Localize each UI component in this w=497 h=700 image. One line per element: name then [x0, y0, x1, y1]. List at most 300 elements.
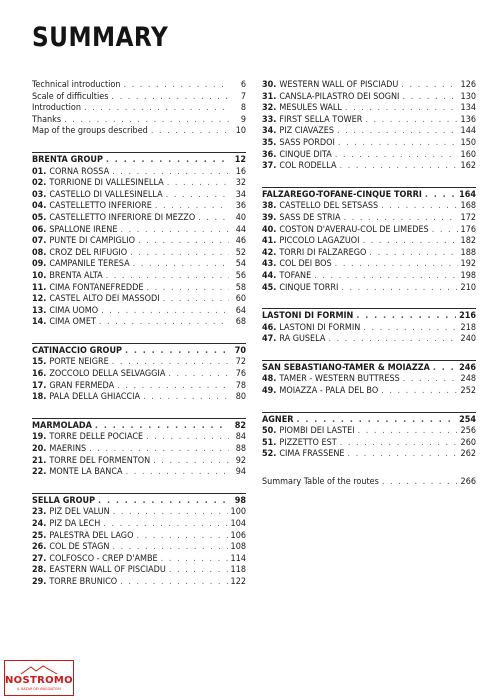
dot-leader — [136, 531, 227, 543]
toc-entry-title: PICCOLO LAGAZUOI — [279, 236, 360, 247]
toc-section — [262, 412, 476, 461]
toc-entry-title: WESTERN WALL OF PISCIADÙ — [279, 80, 399, 90]
toc-page-number: 254 — [459, 414, 476, 425]
dot-leader — [125, 346, 229, 358]
toc-entry[interactable] — [32, 392, 246, 404]
toc-page-number: 78 — [235, 380, 246, 391]
toc-page-number: 88 — [235, 444, 246, 455]
toc-entry[interactable] — [32, 369, 246, 381]
dot-leader — [84, 103, 229, 115]
toc-entry-title: FIRST SELLA TOWER — [279, 114, 363, 125]
toc-entry[interactable] — [32, 306, 246, 318]
dot-leader — [101, 306, 229, 318]
dot-leader — [138, 236, 229, 248]
toc-entry-title: CIMA OMET — [49, 317, 96, 328]
toc-entry-number: 24. — [32, 519, 47, 529]
toc-entry[interactable] — [32, 225, 246, 237]
toc-group-header[interactable] — [262, 415, 476, 427]
dot-leader — [151, 126, 229, 138]
toc-entry-title: PORTE NEIGRE — [49, 357, 109, 368]
toc-entry-number: 35. — [262, 137, 277, 148]
toc-page-number: 9 — [240, 114, 246, 125]
toc-section — [32, 418, 246, 479]
toc-page-number: 94 — [235, 467, 246, 478]
toc-entry-number: 45. — [262, 282, 277, 293]
dot-leader — [112, 357, 229, 369]
toc-entry-number: 49. — [262, 386, 277, 397]
watermark-brand: NOSTROMO — [5, 675, 73, 686]
toc-page-number: 60 — [235, 294, 246, 305]
toc-entry-number: 25. — [32, 530, 47, 541]
toc-entry-number: 43. — [262, 259, 277, 270]
dot-leader — [64, 115, 229, 127]
toc-entry-title: MAERINS — [49, 444, 87, 455]
dot-leader — [335, 259, 458, 271]
dot-leader — [348, 449, 458, 461]
toc-entry-title: CINQUE TORRI — [279, 282, 339, 293]
toc-group-title: LASTONI DI FORMIN — [262, 311, 354, 322]
toc-entry-number: 48. — [262, 374, 277, 385]
toc-page-number: 46 — [235, 236, 246, 247]
toc-entry-title: PIOMBI DEI LASTEI — [279, 426, 355, 437]
toc-entry-number: 37. — [262, 161, 277, 172]
mountain-icon — [19, 665, 59, 675]
toc-entry-title: COL RODELLA — [279, 161, 337, 172]
toc-page-number: 246 — [459, 362, 476, 373]
toc-entry[interactable] — [32, 92, 246, 104]
toc-entry-number: 16. — [32, 369, 47, 380]
toc-entry-number: 22. — [32, 467, 47, 478]
toc-page-number: 248 — [460, 374, 476, 385]
dot-leader — [133, 259, 229, 271]
dot-leader — [89, 444, 229, 456]
toc-group-title: CATINACCIO GROUP — [32, 345, 122, 356]
toc-entry[interactable] — [32, 467, 246, 479]
toc-page-number: 68 — [235, 317, 246, 328]
dot-leader — [345, 103, 458, 115]
toc-right-column — [262, 78, 476, 503]
toc-entry-number: 34. — [262, 126, 277, 137]
toc-group-title: SELLA GROUP — [32, 495, 96, 506]
toc-entry-title: Scale of difficulties — [32, 91, 109, 102]
toc-entry[interactable] — [32, 126, 246, 138]
dot-leader — [198, 213, 229, 225]
toc-section — [262, 308, 476, 346]
toc-entry-title: PIZ CIAVAZES — [279, 126, 335, 137]
toc-page-number: 34 — [235, 189, 246, 200]
toc-entry[interactable] — [32, 542, 246, 554]
toc-entry[interactable] — [32, 565, 246, 577]
toc-entry-number: 41. — [262, 236, 277, 247]
toc-entry-title: PALA DELLA GHIACCIA — [49, 392, 141, 403]
toc-group-header[interactable] — [32, 346, 246, 358]
toc-group-header[interactable] — [262, 190, 476, 202]
toc-page-number: 126 — [460, 80, 476, 90]
toc-entry[interactable] — [262, 449, 476, 461]
toc-entry[interactable] — [262, 103, 476, 115]
toc-entry[interactable] — [32, 259, 246, 271]
toc-page-number: 92 — [235, 455, 246, 466]
watermark-tagline: IL BAZAR DEI VIAGGIATORI — [17, 687, 61, 691]
toc-page-number: 72 — [235, 357, 246, 368]
toc-entry-title: COLFOSCO - CREP D'AMBÈ — [49, 553, 158, 564]
toc-entry-number: 28. — [32, 565, 47, 576]
toc-page-number: 218 — [460, 322, 476, 333]
dot-leader — [146, 432, 229, 444]
toc-entry-number: 12. — [32, 294, 47, 305]
toc-entry-number: 10. — [32, 270, 47, 281]
toc-page-number: 106 — [230, 530, 246, 541]
toc-group-header[interactable] — [262, 363, 476, 375]
toc-page-number: 176 — [460, 224, 476, 235]
dot-leader — [95, 421, 229, 433]
toc-entry-title: TAMER - WESTERN BUTTRESS — [279, 374, 400, 385]
toc-entry[interactable] — [32, 317, 246, 329]
dot-leader — [382, 477, 458, 489]
toc-entry-title: CIMA UOMO — [49, 305, 99, 316]
toc-entry[interactable] — [262, 150, 476, 162]
toc-entry[interactable] — [32, 507, 246, 519]
dot-leader — [314, 271, 457, 283]
toc-entry[interactable] — [32, 178, 246, 190]
toc-page-number: 10 — [235, 126, 246, 137]
toc-page-number: 262 — [460, 449, 476, 460]
toc-entry-title: COSTON D'AVERAU-COL DE LIMEDES — [279, 224, 429, 235]
dot-leader — [381, 201, 457, 213]
toc-entry-title: COL DE STAGN — [49, 542, 110, 553]
toc-entry-title: MOIAZZA - PALA DEL BÒ — [279, 386, 379, 397]
toc-entry-number: 29. — [32, 576, 47, 587]
toc-entry[interactable] — [262, 126, 476, 138]
dot-leader — [328, 334, 457, 346]
dot-leader — [296, 415, 456, 427]
toc-entry-number: 23. — [32, 507, 47, 518]
toc-group-title: AGNER — [262, 414, 294, 425]
toc-section — [32, 493, 246, 589]
toc-entry-number: 42. — [262, 247, 277, 258]
toc-page-number: 188 — [460, 247, 476, 258]
toc-entry[interactable] — [262, 92, 476, 104]
dot-leader — [401, 80, 457, 92]
toc-page-number: 118 — [230, 565, 246, 576]
dot-leader — [99, 317, 229, 329]
toc-page-number: 252 — [460, 386, 476, 397]
dot-leader — [168, 369, 229, 381]
toc-entry[interactable] — [262, 201, 476, 213]
toc-block — [32, 78, 246, 138]
toc-entry-number: 01. — [32, 166, 47, 177]
toc-entry-number: 21. — [32, 455, 47, 466]
toc-entry-number: 50. — [262, 426, 277, 437]
toc-entry[interactable] — [32, 381, 246, 393]
toc-entry[interactable] — [262, 248, 476, 260]
toc-entry-title: TORRE BRUNICO — [49, 576, 118, 587]
dot-leader — [163, 294, 229, 306]
dot-leader — [363, 323, 457, 335]
toc-entry[interactable] — [262, 283, 476, 295]
dot-leader — [120, 577, 227, 589]
toc-entry-title: CORNA ROSSA — [49, 166, 110, 177]
toc-entry[interactable] — [262, 438, 476, 450]
dot-leader — [169, 565, 228, 577]
dot-leader — [161, 554, 228, 566]
toc-entry-title: SPALLONE IRENE — [49, 224, 118, 235]
toc-entry[interactable] — [32, 201, 246, 213]
toc-entry-title: CASTELLETTO INFERIORE DI MEZZO — [49, 212, 196, 223]
toc-entry-title: TORRE DELLE POCIACE — [49, 432, 144, 443]
dot-leader — [167, 178, 229, 190]
toc-page-number: 114 — [230, 553, 246, 564]
toc-entry[interactable] — [32, 213, 246, 225]
toc-page-number: 108 — [230, 542, 246, 553]
toc-entry[interactable] — [262, 323, 476, 335]
toc-entry-title: COL DEI BOS — [279, 259, 332, 270]
toc-entry[interactable] — [262, 271, 476, 283]
toc-entry-number: 15. — [32, 357, 47, 368]
toc-entry[interactable] — [32, 531, 246, 543]
toc-entry-title: Introduction — [32, 103, 82, 114]
toc-entry-title: PIZZETTO EST — [279, 437, 337, 448]
dot-leader — [123, 80, 229, 92]
toc-entry-title: MONTE LA BANCA — [49, 467, 123, 478]
toc-entry[interactable] — [262, 477, 476, 489]
toc-group-header[interactable] — [32, 155, 246, 167]
toc-entry[interactable] — [262, 426, 476, 438]
toc-entry-title: BRENTA ALTA — [49, 270, 103, 281]
toc-entry-number: 11. — [32, 282, 47, 293]
toc-entry-number: 39. — [262, 212, 277, 223]
toc-entry-title: SASS PORDOI — [279, 137, 335, 148]
toc-entry-number: 46. — [262, 322, 277, 333]
toc-entry-number: 31. — [262, 91, 277, 102]
toc-entry-title: TORRIONE DI VALLESINELLA — [49, 178, 164, 189]
toc-entry[interactable] — [32, 283, 246, 295]
toc-entry-title: Thanks — [32, 114, 62, 125]
toc-entry-number: 07. — [32, 236, 47, 247]
toc-page-number: 100 — [230, 507, 246, 518]
toc-group-title: MARMOLADA — [32, 420, 92, 431]
toc-entry-title: CASTELLETTO INFERIORE — [49, 201, 152, 212]
dot-leader — [340, 161, 458, 173]
toc-entry-number: 47. — [262, 334, 277, 345]
dot-leader — [358, 426, 458, 438]
toc-group-header[interactable] — [32, 421, 246, 433]
toc-page-number: 104 — [230, 519, 246, 529]
toc-entry-title: PUNTE DI CAMPIGLIO — [49, 236, 136, 247]
toc-page-number: 210 — [460, 282, 476, 293]
toc-entry-title: CASTELLO DI VALLESINELLA — [49, 189, 163, 200]
toc-entry-title: RA GUSELA — [279, 334, 326, 345]
toc-section — [262, 187, 476, 294]
toc-page-number: 32 — [235, 178, 246, 189]
toc-entry-number: 17. — [32, 380, 47, 391]
toc-entry[interactable] — [32, 271, 246, 283]
toc-entry-title: Technical introduction — [32, 80, 121, 90]
nostromo-watermark-logo — [4, 660, 74, 696]
toc-entry[interactable] — [262, 225, 476, 237]
dot-leader — [147, 283, 229, 295]
toc-entry[interactable] — [262, 115, 476, 127]
toc-page-number: 7 — [240, 91, 246, 102]
toc-page-number: 98 — [234, 495, 246, 506]
toc-entry-title: CASTEL ALTO DEI MASSODI — [49, 294, 160, 305]
toc-entry-title: TORRE DEL FORMENTON — [49, 455, 151, 466]
toc-page-number: 52 — [235, 247, 246, 258]
toc-page-number: 12 — [234, 154, 246, 165]
dot-leader — [344, 213, 458, 225]
dot-leader — [103, 519, 227, 531]
toc-entry[interactable] — [262, 213, 476, 225]
dot-leader — [338, 138, 458, 150]
toc-entry-title: PIZ DEL VALUN — [49, 507, 110, 518]
toc-page-number: 150 — [460, 137, 476, 148]
toc-page-number: 80 — [235, 392, 246, 403]
toc-page-number: 130 — [460, 91, 476, 102]
toc-page-number: 168 — [460, 201, 476, 212]
toc-section — [32, 152, 246, 329]
toc-entry[interactable] — [262, 386, 476, 398]
toc-entry[interactable] — [262, 374, 476, 386]
toc-entry-number: 05. — [32, 212, 47, 223]
toc-entry-number: 51. — [262, 437, 277, 448]
toc-entry-number: 30. — [262, 80, 277, 90]
toc-entry[interactable] — [32, 190, 246, 202]
dot-leader — [117, 381, 229, 393]
toc-entry[interactable] — [262, 138, 476, 150]
toc-page-number: 260 — [460, 437, 476, 448]
toc-page-number: 144 — [460, 126, 476, 137]
toc-entry[interactable] — [32, 103, 246, 115]
toc-entry[interactable] — [32, 80, 246, 92]
toc-entry-title: CINQUE DITA — [279, 149, 332, 160]
toc-entry-number: 06. — [32, 224, 47, 235]
toc-entry[interactable] — [32, 167, 246, 179]
toc-entry-number: 52. — [262, 449, 277, 460]
toc-entry-title: CAMPANILE TERESA — [49, 259, 130, 270]
toc-page-number: 76 — [235, 369, 246, 380]
dot-leader — [425, 190, 456, 202]
toc-entry[interactable] — [32, 456, 246, 468]
toc-page-number: 182 — [460, 236, 476, 247]
toc-page-number: 44 — [235, 224, 246, 235]
toc-block — [262, 475, 476, 489]
toc-entry[interactable] — [32, 554, 246, 566]
toc-entry[interactable] — [32, 432, 246, 444]
toc-entry-number: 13. — [32, 305, 47, 316]
toc-entry-number: 19. — [32, 432, 47, 443]
toc-entry-title: GRAN FERMEDA — [49, 380, 115, 391]
toc-entry[interactable] — [32, 577, 246, 589]
dot-leader — [403, 374, 458, 386]
toc-entry-number: 18. — [32, 392, 47, 403]
dot-leader — [155, 201, 229, 213]
toc-entry-title: TOFANE — [279, 270, 312, 281]
toc-entry-title: ZOCCOLO DELLA SELVAGGIA — [49, 369, 166, 380]
dot-leader — [433, 363, 456, 375]
dot-leader — [363, 236, 458, 248]
toc-entry-title: EASTERN WALL OF PISCIADÙ — [49, 565, 166, 576]
dot-leader — [432, 225, 458, 237]
toc-group-header[interactable] — [262, 311, 476, 323]
toc-page-number: 134 — [460, 103, 476, 114]
dot-leader — [126, 467, 229, 479]
toc-page-number: 164 — [459, 189, 476, 200]
toc-page-number: 58 — [235, 282, 246, 293]
toc-page-number: 16 — [235, 166, 246, 177]
toc-entry-number: 04. — [32, 201, 47, 212]
toc-entry[interactable] — [32, 248, 246, 260]
toc-page-number: 160 — [460, 149, 476, 160]
toc-section — [262, 360, 476, 398]
dot-leader — [112, 167, 229, 179]
toc-entry-number: 38. — [262, 201, 277, 212]
toc-page-number: 6 — [240, 80, 246, 90]
toc-section — [32, 343, 246, 404]
toc-entry-title: Summary Table of the routes — [262, 477, 379, 488]
toc-page-number: 8 — [240, 103, 246, 114]
dot-leader — [98, 496, 229, 508]
toc-entry-title: PIZ DA LECH — [49, 519, 101, 529]
toc-page-number: 84 — [235, 432, 246, 443]
toc-block — [262, 78, 476, 173]
toc-page-number: 36 — [235, 201, 246, 212]
toc-page-number: 82 — [234, 420, 246, 431]
toc-entry[interactable] — [262, 334, 476, 346]
toc-entry[interactable] — [32, 115, 246, 127]
toc-entry-number: 32. — [262, 103, 277, 114]
dot-leader — [341, 283, 457, 295]
toc-entry[interactable] — [262, 259, 476, 271]
toc-page-number: 136 — [460, 114, 476, 125]
toc-entry[interactable] — [262, 80, 476, 92]
toc-entry[interactable] — [262, 161, 476, 173]
dot-leader — [106, 271, 229, 283]
dot-leader — [337, 126, 458, 138]
dot-leader — [112, 542, 227, 554]
toc-entry-title: CIMA FONTANEFREDDE — [49, 282, 144, 293]
toc-entry-number: 44. — [262, 270, 277, 281]
toc-page-number: 172 — [460, 212, 476, 223]
toc-entry[interactable] — [32, 294, 246, 306]
toc-entry[interactable] — [262, 236, 476, 248]
toc-entry-number: 33. — [262, 114, 277, 125]
dot-leader — [402, 92, 457, 104]
dot-leader — [356, 311, 456, 323]
toc-entry-title: SASS DE STRIA — [279, 212, 341, 223]
toc-entry[interactable] — [32, 444, 246, 456]
toc-page-number: 70 — [234, 345, 246, 356]
dot-leader — [365, 115, 457, 127]
toc-entry[interactable] — [32, 519, 246, 531]
toc-entry-title: MESULES WALL — [279, 103, 342, 114]
toc-entry[interactable] — [32, 236, 246, 248]
toc-page-number: 64 — [235, 305, 246, 316]
toc-page-number: 240 — [460, 334, 476, 345]
toc-group-title: FALZAREGO-TOFANE-CINQUE TORRI — [262, 189, 422, 200]
toc-group-header[interactable] — [32, 496, 246, 508]
dot-leader — [340, 438, 458, 450]
toc-entry-title: LASTONI DI FORMIN — [279, 322, 361, 333]
dot-leader — [335, 150, 458, 162]
toc-entry-number: 20. — [32, 444, 47, 455]
toc-page-number: 56 — [235, 270, 246, 281]
dot-leader — [111, 92, 229, 104]
dot-leader — [113, 507, 228, 519]
toc-entry-title: PALESTRA DEL LAGO — [49, 530, 134, 541]
toc-entry-title: CASTELLO DEL SETSASS — [279, 201, 379, 212]
toc-page-number: 192 — [460, 259, 476, 270]
toc-entry[interactable] — [32, 357, 246, 369]
